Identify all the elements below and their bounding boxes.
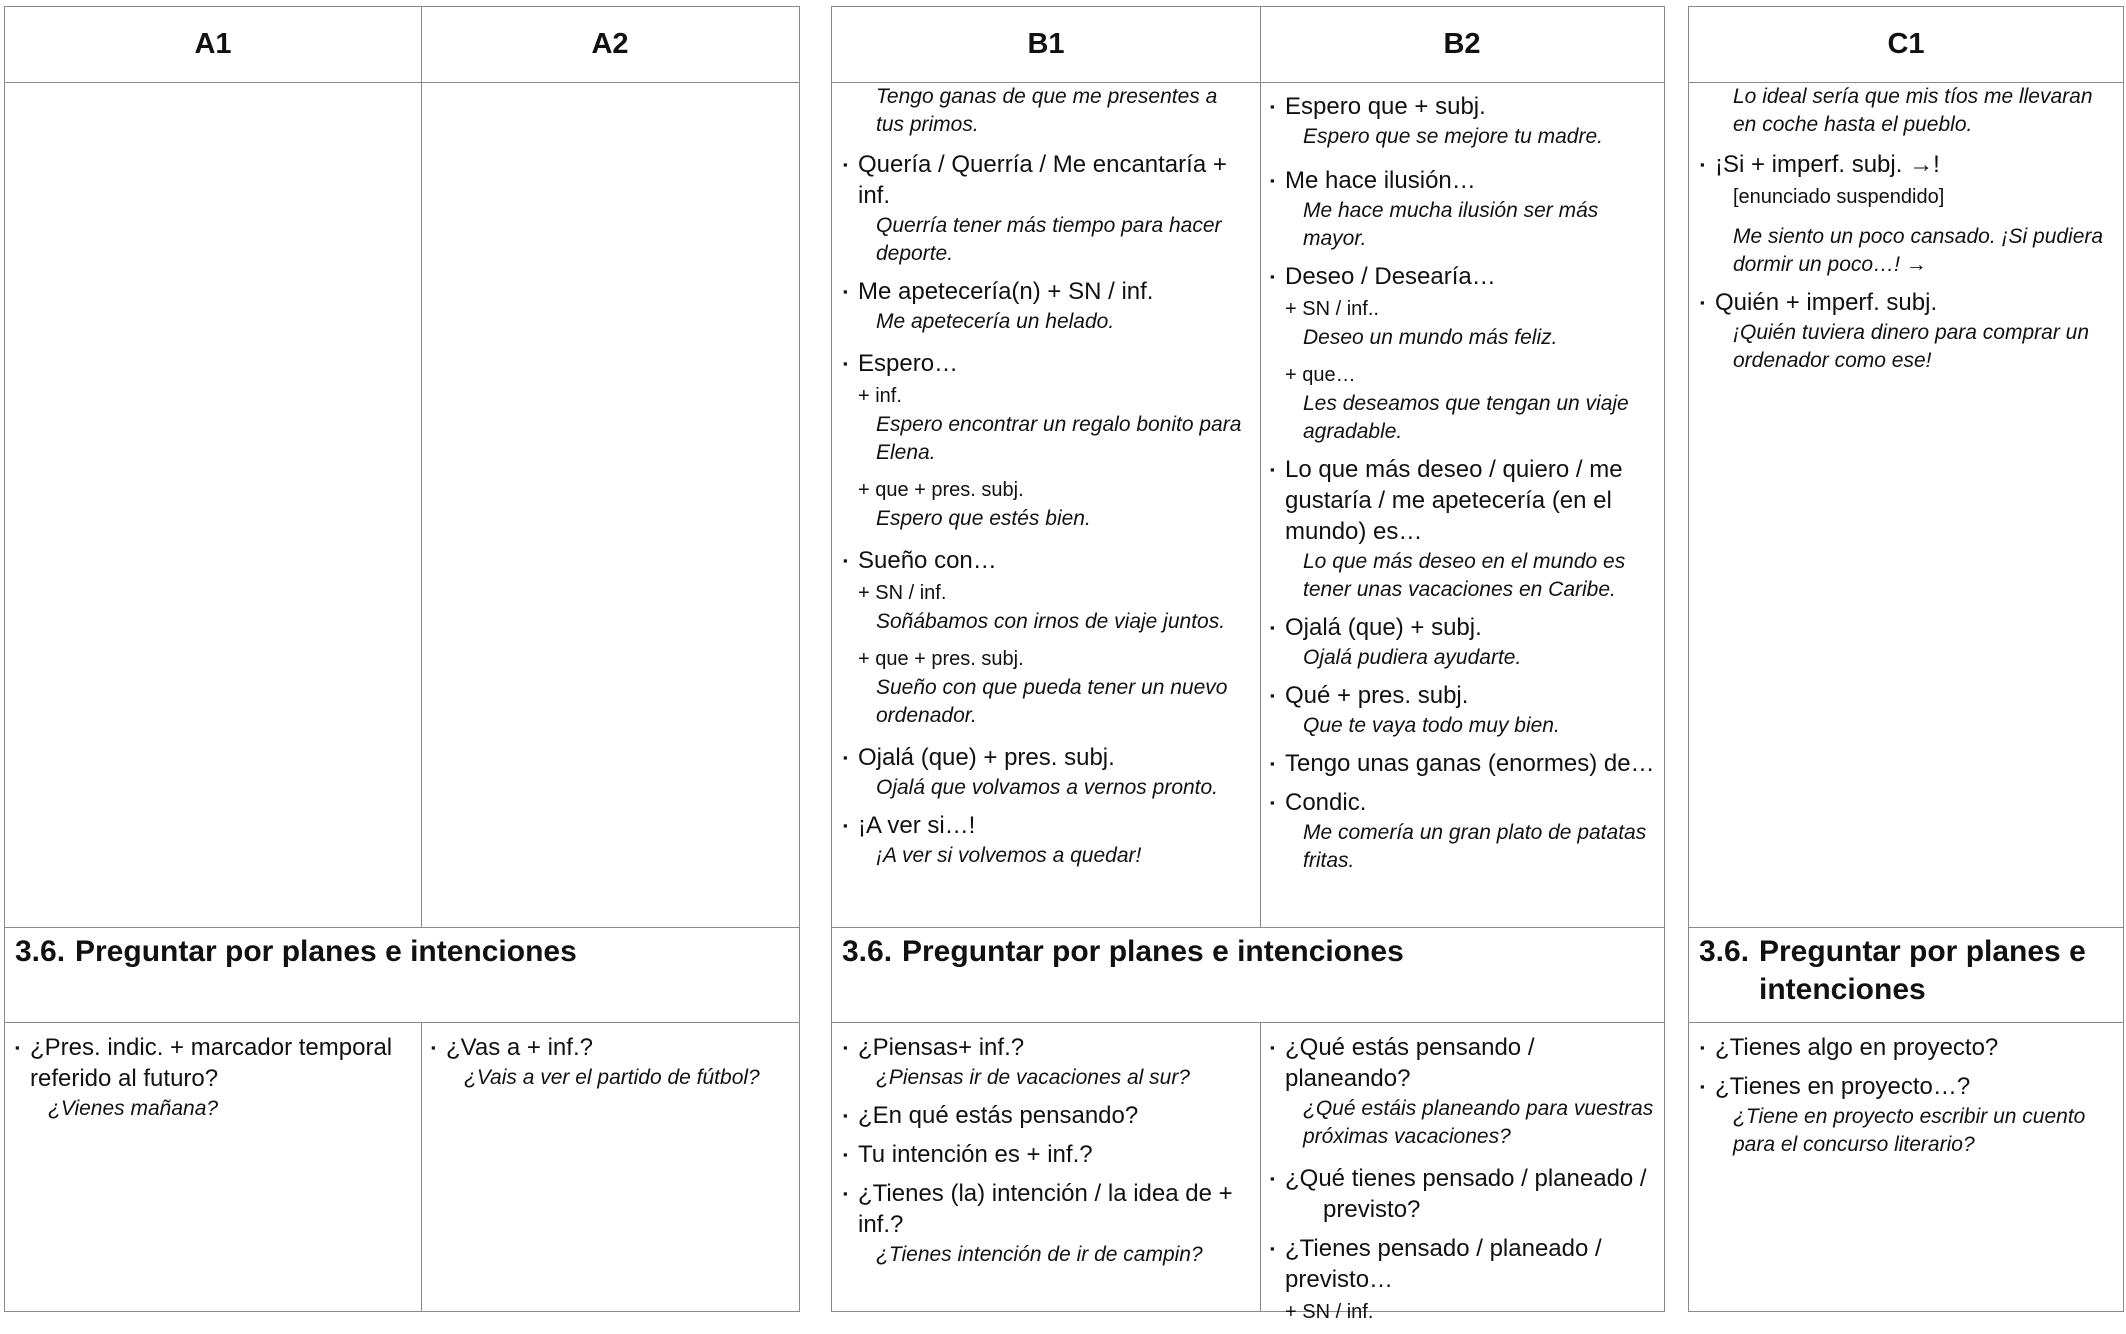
example: [1715, 223, 2114, 279]
bullet-icon: ▪: [843, 284, 848, 299]
column-header-b1: B1: [1027, 28, 1065, 60]
expression: Deseo / Desearía…: [1285, 263, 1496, 290]
bullet-icon: ▪: [15, 1040, 20, 1055]
bullet-icon: ▪: [1270, 173, 1275, 188]
list-item: [15, 1032, 410, 1123]
expression: Ojalá (que) + pres. subj.: [858, 744, 1115, 771]
expression: Tu intención es + inf.?: [858, 1141, 1093, 1168]
cell-b1-bottom: [843, 1032, 1251, 1277]
pattern: + SN / inf.: [1285, 1301, 1374, 1323]
expression: ¿Tienes en proyecto…?: [1715, 1073, 1971, 1100]
bullet-icon: ▪: [843, 553, 848, 568]
pattern: + SN / inf..: [1285, 298, 1379, 320]
section-heading-line: intenciones: [1759, 973, 1926, 1006]
column-header-b2: B2: [1443, 28, 1481, 60]
list-item: [843, 1032, 1251, 1092]
column-header-c1: C1: [1887, 28, 1925, 60]
section-number: 3.6.: [842, 935, 893, 968]
expression: ¿En qué estás pensando?: [858, 1102, 1139, 1129]
list-item: [1270, 1032, 1655, 1151]
expression: ¿Tienes pensado / planeado / previsto…: [1285, 1235, 1602, 1293]
expression: Quién + imperf. subj.: [1715, 289, 1938, 316]
divider: [5, 82, 799, 83]
bullet-icon: ▪: [843, 157, 848, 172]
section-number: 3.6.: [15, 935, 66, 968]
example: Que te vaya todo muy bien.: [1303, 714, 1560, 737]
arrow-icon: →: [1905, 253, 1927, 276]
list-item: [1270, 91, 1655, 151]
bullet-icon: ▪: [1700, 295, 1705, 310]
list-item: [843, 742, 1251, 802]
bullet-icon: ▪: [1270, 756, 1275, 771]
expression: Quería / Querría / Me encantaría + inf.: [858, 151, 1227, 209]
cell-c1-bottom: [1700, 1032, 2114, 1167]
example: Ojalá pudiera ayudarte.: [1303, 646, 1522, 669]
divider: [421, 7, 422, 927]
bullet-icon: ▪: [1270, 688, 1275, 703]
example-text: Me siento un poco cansado. ¡Si pudiera dormir un poco…!: [1733, 225, 2104, 276]
list-item: [843, 276, 1251, 336]
list-item: [1700, 149, 2114, 279]
list-item: [843, 1178, 1251, 1269]
cell-c1-top: [1700, 83, 2114, 383]
bullet-icon: ▪: [1270, 99, 1275, 114]
bullet-icon: ▪: [843, 356, 848, 371]
expression: [1715, 149, 2114, 180]
list-item: [1270, 1163, 1655, 1225]
bullet-icon: ▪: [1700, 1079, 1705, 1094]
example: Deseo un mundo más feliz.: [1303, 326, 1558, 349]
example: Espero que se mejore tu madre.: [1303, 125, 1603, 148]
example: Les deseamos que tengan un viaje agradable.: [1303, 392, 1629, 443]
example: Lo que más deseo en el mundo es tener unas vacaciones en Caribe.: [1303, 550, 1626, 601]
divider: [832, 927, 1664, 928]
example: ¿Qué estáis planeando para vuestras próximas vacaciones?: [1303, 1097, 1654, 1148]
list-item: [1270, 612, 1655, 672]
example: Me hace mucha ilusión ser más mayor.: [1303, 199, 1599, 250]
bullet-icon: ▪: [843, 1186, 848, 1201]
divider: [1260, 7, 1261, 927]
expression: Espero…: [858, 350, 959, 377]
expression-text: !: [1933, 151, 1940, 178]
example: Me comería un gran plato de patatas fritas.: [1303, 821, 1647, 872]
bullet-icon: ▪: [1270, 462, 1275, 477]
bullet-icon: ▪: [843, 1108, 848, 1123]
list-item: [843, 810, 1251, 870]
column-header-a1: A1: [194, 28, 232, 60]
example: Espero encontrar un regalo bonito para Elena.: [876, 413, 1242, 464]
example: ¿Vais a ver el partido de fútbol?: [464, 1066, 760, 1089]
expression: ¿Qué estás pensando / planeando?: [1285, 1034, 1535, 1092]
bullet-icon: ▪: [1270, 795, 1275, 810]
expression-text: ¡Si + imperf. subj.: [1715, 151, 1910, 178]
expression: ¿Tienes algo en proyecto?: [1715, 1034, 1999, 1061]
panel-a: [4, 6, 800, 1312]
example: ¡Quién tuviera dinero para comprar un ordenador como ese!: [1733, 321, 2090, 372]
divider: [832, 1022, 1664, 1023]
list-item: [843, 545, 1251, 730]
pattern: + inf.: [858, 385, 902, 407]
list-item: [431, 1032, 791, 1092]
cell-b1-top: [843, 83, 1251, 878]
section-heading-line: Preguntar por planes e: [1759, 935, 2086, 968]
arrow-icon: →: [1909, 151, 1934, 178]
list-item: [843, 348, 1251, 533]
example: Lo ideal sería que mis tíos me llevaran en coche hasta el pueblo.: [1733, 85, 2093, 136]
expression: ¿Qué tienes pensado / planeado /: [1285, 1165, 1647, 1192]
example: Tengo ganas de que me presentes a tus primos.: [876, 85, 1218, 136]
divider: [5, 927, 799, 928]
cell-a2-bottom: [431, 1032, 791, 1100]
list-item: [1270, 165, 1655, 253]
example: Soñábamos con irnos de viaje juntos.: [876, 610, 1226, 633]
expression: Me apetecería(n) + SN / inf.: [858, 278, 1154, 305]
expression: Espero que + subj.: [1285, 93, 1486, 120]
expression: Qué + pres. subj.: [1285, 682, 1469, 709]
bullet-icon: ▪: [431, 1040, 436, 1055]
bullet-icon: ▪: [843, 1040, 848, 1055]
example: ¿Piensas ir de vacaciones al sur?: [876, 1066, 1190, 1089]
section-heading: [1759, 933, 2109, 1009]
example: Me apetecería un helado.: [876, 310, 1115, 333]
list-item: [1700, 1032, 2114, 1063]
bullet-icon: ▪: [1700, 1040, 1705, 1055]
expression: Condic.: [1285, 789, 1367, 816]
list-item: [843, 1100, 1251, 1131]
expression: Lo que más deseo / quiero / me gustaría / me apetecería (en el mundo) es…: [1285, 456, 1623, 545]
list-item: [1270, 261, 1655, 446]
expression: Me hace ilusión…: [1285, 167, 1476, 194]
expression-continuation: previsto?: [1323, 1196, 1421, 1223]
bullet-icon: ▪: [1270, 1171, 1275, 1186]
divider: [1689, 1022, 2123, 1023]
expression: ¿Tienes (la) intención / la idea de + inf.?: [858, 1180, 1233, 1238]
example: Sueño con que pueda tener un nuevo ordenador.: [876, 676, 1228, 727]
expression: Sueño con…: [858, 547, 997, 574]
expression: ¿Vas a + inf.?: [446, 1034, 593, 1061]
list-item: [843, 149, 1251, 268]
column-header-a2: A2: [591, 28, 629, 60]
bullet-icon: ▪: [1700, 157, 1705, 172]
example: ¿Tiene en proyecto escribir un cuento para el concurso literario?: [1733, 1105, 2086, 1156]
cell-b2-top: [1270, 91, 1655, 883]
section-heading: Preguntar por planes e intenciones: [75, 935, 577, 968]
list-item: [1270, 454, 1655, 604]
example: ¿Vienes mañana?: [48, 1097, 219, 1120]
expression: Ojalá (que) + subj.: [1285, 614, 1482, 641]
expression: ¿Piensas+ inf.?: [858, 1034, 1025, 1061]
pattern: + que…: [1285, 364, 1356, 386]
example: ¡A ver si volvemos a quedar!: [876, 844, 1142, 867]
example: Ojalá que volvamos a vernos pronto.: [876, 776, 1219, 799]
list-item: [843, 1139, 1251, 1170]
bullet-icon: ▪: [843, 1147, 848, 1162]
divider: [1689, 927, 2123, 928]
list-item: [1270, 1233, 1655, 1326]
expression: Tengo unas ganas (enormes) de…: [1285, 750, 1655, 777]
cell-a1-bottom: [15, 1032, 410, 1131]
divider: [1260, 1022, 1261, 1312]
list-item: [1700, 287, 2114, 375]
pattern: + que + pres. subj.: [858, 648, 1024, 670]
divider: [421, 1022, 422, 1312]
expression: ¿Pres. indic. + marcador temporal referido al futuro?: [30, 1034, 393, 1092]
pattern: + que + pres. subj.: [858, 479, 1024, 501]
cell-b2-bottom: [1270, 1032, 1655, 1334]
bullet-icon: ▪: [1270, 620, 1275, 635]
pattern: + SN / inf.: [858, 582, 947, 604]
bullet-icon: ▪: [843, 818, 848, 833]
note: [enunciado suspendido]: [1733, 186, 1945, 208]
list-item: [1270, 787, 1655, 875]
bullet-icon: ▪: [1270, 269, 1275, 284]
section-heading: Preguntar por planes e intenciones: [902, 935, 1404, 968]
list-item: [1700, 1071, 2114, 1159]
expression: ¡A ver si…!: [858, 812, 976, 839]
example: ¿Tienes intención de ir de campin?: [876, 1243, 1203, 1266]
bullet-icon: ▪: [1270, 1241, 1275, 1256]
panel-b: [831, 6, 1665, 1323]
list-item: [1270, 680, 1655, 740]
example: Querría tener más tiempo para hacer deporte.: [876, 214, 1222, 265]
bullet-icon: ▪: [1270, 1040, 1275, 1055]
divider: [5, 1022, 799, 1023]
section-number: 3.6.: [1699, 935, 1750, 968]
bullet-icon: ▪: [843, 750, 848, 765]
list-item: [1270, 748, 1655, 779]
panel-c: [1688, 6, 2124, 1312]
example: Espero que estés bien.: [876, 507, 1091, 530]
